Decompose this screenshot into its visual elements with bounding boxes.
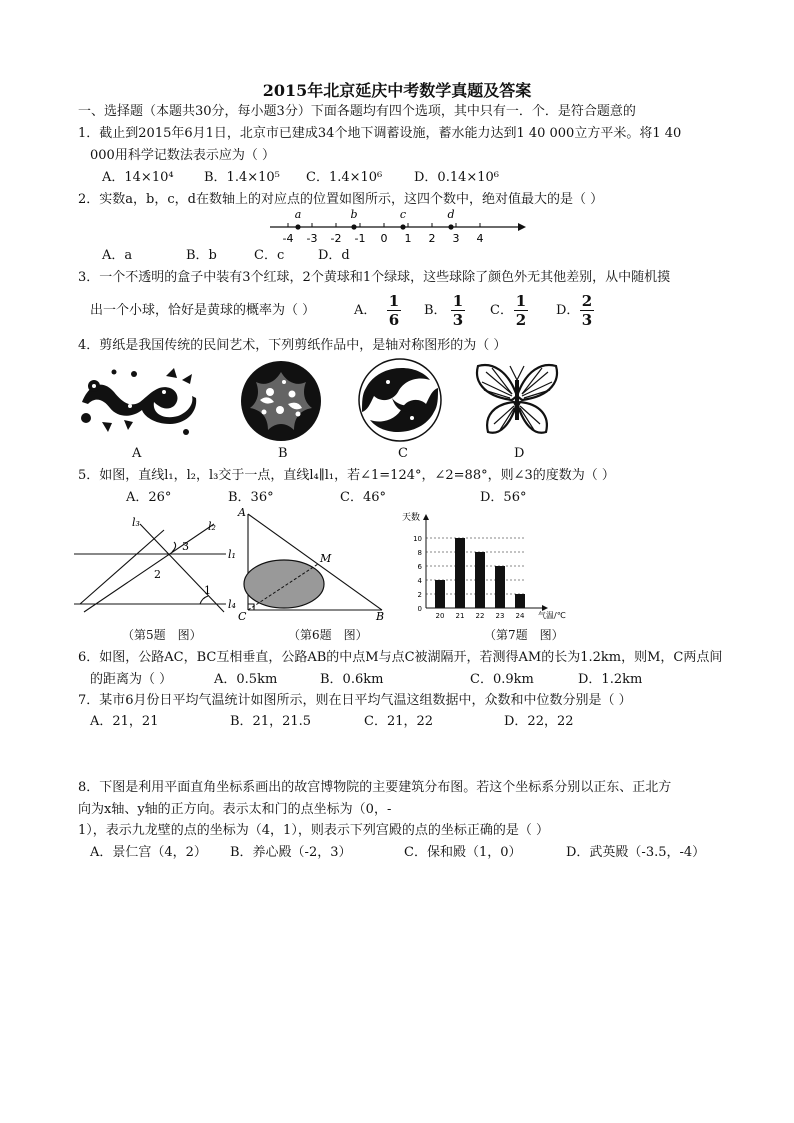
q2-option-d: D．d: [318, 248, 350, 263]
papercut-round-flower-image: [240, 360, 322, 442]
angle-3: 3: [182, 540, 189, 553]
bar-22: [475, 552, 485, 608]
label-c: c: [399, 208, 407, 221]
q1-option-b: B．1.4×10⁵: [204, 170, 280, 185]
x-tick-label: 22: [475, 612, 485, 620]
q2-option-b: B．b: [186, 248, 217, 263]
figure-6-triangle-lake: [234, 506, 394, 622]
q7-option-b: B．21，21.5: [230, 714, 312, 729]
bar-20: [435, 580, 445, 608]
bar-21: [455, 538, 465, 608]
q1-option-c: C．1.4×10⁶: [306, 170, 383, 185]
q3-fraction-a: 1 6: [388, 292, 400, 329]
label-d: d: [447, 208, 455, 221]
q3-fraction-c: 1 2: [515, 292, 527, 329]
label-l3: l₃: [132, 516, 140, 529]
tick-label: -1: [354, 232, 366, 245]
x-tick-label: 20: [435, 612, 445, 620]
y-tick-label: 4: [417, 577, 422, 585]
q5-option-a: A．26°: [126, 490, 172, 505]
q4-label-c: C: [398, 446, 408, 461]
q3-line2: 出一个小球，恰好是黄球的概率为（ ）: [90, 303, 316, 318]
q3-option-b: B．: [424, 303, 447, 318]
q8-option-c: C．保和殿（1，0）: [404, 845, 522, 860]
tick-label: 4: [476, 232, 484, 245]
q4-label-d: D: [514, 446, 525, 461]
papercut-dragon-image: [74, 362, 200, 442]
y-tick-label: 10: [413, 535, 422, 543]
q1-option-a: A．14×10⁴: [102, 170, 174, 185]
q8-option-b: B．养心殿（-2，3）: [230, 845, 352, 860]
q6-line2: 的距离为（ ）: [90, 672, 173, 687]
label-A: A: [238, 506, 246, 519]
q2-option-a: A．a: [102, 248, 133, 263]
q1-line1: 1．截止到2015年6月1日，北京市已建成34个地下调蓄设施，蓄水能力达到1 40 000立方平米。将1 40: [78, 126, 682, 141]
tick-label: -3: [306, 232, 318, 245]
section-heading: 一、选择题（本题共30分，每小题3分）下面各题均有四个选项，其中只有一．个．是符合题意的: [78, 104, 636, 119]
label-l1: l₁: [228, 548, 236, 561]
tick-label: 1: [404, 232, 412, 245]
q1-line2: 000用科学记数法表示应为（ ）: [90, 148, 275, 163]
q8-line2: 向为x轴、y轴的正方向。表示太和门的点坐标为（0，-: [78, 802, 392, 817]
q4-label-a: A: [132, 446, 142, 461]
q3-fraction-b: 1 3: [452, 292, 464, 329]
y-tick-label: 8: [417, 549, 422, 557]
q5-text: 5．如图，直线l₁，l₂，l₃交于一点，直线l₄∥l₁，若∠1=124°，∠2=88°，则∠3的度数为（ ）: [78, 468, 615, 483]
y-tick-label: 0: [417, 605, 422, 613]
q6-option-b: B．0.6km: [320, 672, 384, 687]
label-B: B: [376, 610, 385, 623]
label-M: M: [320, 552, 332, 565]
label-l4: l₄: [228, 598, 236, 611]
point-c: [400, 224, 405, 229]
angle-1: 1: [204, 584, 211, 597]
q8-line3: 1），表示九龙壁的点的坐标为（4，1），则表示下列宫殿的点的坐标正确的是（ ）: [78, 823, 549, 838]
q8-option-d: D．武英殿（-3.5，-4）: [566, 845, 706, 860]
q3-option-d: D．: [556, 303, 580, 318]
x-tick-label: 23: [495, 612, 505, 620]
q5-option-d: D．56°: [480, 490, 527, 505]
angle-2: 2: [154, 568, 161, 581]
point-b: [351, 224, 356, 229]
q5-option-c: C．46°: [340, 490, 386, 505]
bar-23: [495, 566, 505, 608]
tick-label: -4: [282, 232, 294, 245]
label-l2: l₂: [208, 520, 216, 533]
papercut-fish-image: [358, 358, 442, 442]
q7-option-a: A．21，21: [90, 714, 159, 729]
bar-24: [515, 594, 525, 608]
figure-7-caption: （第7题 图）: [484, 628, 564, 642]
page-title: 2015年北京延庆中考数学真题及答案: [262, 81, 532, 100]
tick-label: 2: [428, 232, 436, 245]
q2-text: 2．实数a，b，c，d在数轴上的对应点的位置如图所示，这四个数中，绝对值最大的是（ ）: [78, 192, 604, 207]
papercut-butterfly-image: [472, 360, 562, 442]
y-axis-arrow: [423, 514, 429, 520]
q5-option-b: B．36°: [228, 490, 274, 505]
q2-option-c: C．c: [254, 248, 285, 263]
q7-option-c: C．21，22: [364, 714, 434, 729]
chart-ylabel: 天数: [402, 513, 421, 523]
number-line: [270, 205, 530, 247]
q6-option-a: A．0.5km: [214, 672, 278, 687]
x-tick-label: 21: [455, 612, 465, 620]
point-d: [448, 224, 453, 229]
x-tick-label: 24: [515, 612, 525, 620]
q1-option-d: D．0.14×10⁶: [414, 170, 500, 185]
point-a: [295, 224, 300, 229]
q7-text: 7．某市6月份日平均气温统计如图所示，则在日平均气温这组数据中，众数和中位数分别是（ ）: [78, 693, 632, 708]
q4-text: 4．剪纸是我国传统的民间艺术，下列剪纸作品中，是轴对称图形的为（ ）: [78, 338, 507, 353]
y-tick-label: 6: [417, 563, 422, 571]
q3-option-c: C．: [490, 303, 513, 318]
label-a: a: [294, 208, 302, 221]
y-tick-label: 2: [417, 591, 422, 599]
chart-xlabel: 气温/℃: [538, 611, 566, 620]
q6-line1: 6．如图，公路AC，BC互相垂直，公路AB的中点M与点C被湖隔开，若测得AM的长为1.2km，则M，C两点间: [78, 650, 723, 665]
label-C: C: [238, 610, 247, 623]
q4-label-b: B: [278, 446, 288, 461]
tick-label: -2: [330, 232, 342, 245]
figure-5-lines: [74, 510, 244, 620]
tick-label: 3: [452, 232, 460, 245]
figure-6-caption: （第6题 图）: [288, 628, 368, 642]
figure-7-bar-chart: [398, 510, 566, 622]
q6-option-d: D．1.2km: [578, 672, 643, 687]
q3-line1: 3．一个不透明的盒子中装有3个红球，2个黄球和1个绿球，这些球除了颜色外无其他差别，从中随机摸: [78, 270, 671, 285]
q3-fraction-d: 2 3: [581, 292, 593, 329]
q3-option-a: A．: [354, 303, 377, 318]
q8-option-a: A．景仁宫（4，2）: [90, 845, 207, 860]
tick-label: 0: [380, 232, 388, 245]
q7-option-d: D．22，22: [504, 714, 574, 729]
label-b: b: [350, 208, 358, 221]
figure-5-caption: （第5题 图）: [122, 628, 202, 642]
q6-option-c: C．0.9km: [470, 672, 534, 687]
q8-line1: 8．下图是利用平面直角坐标系画出的故宫博物院的主要建筑分布图。若这个坐标系分别以正东、正北方: [78, 780, 672, 795]
